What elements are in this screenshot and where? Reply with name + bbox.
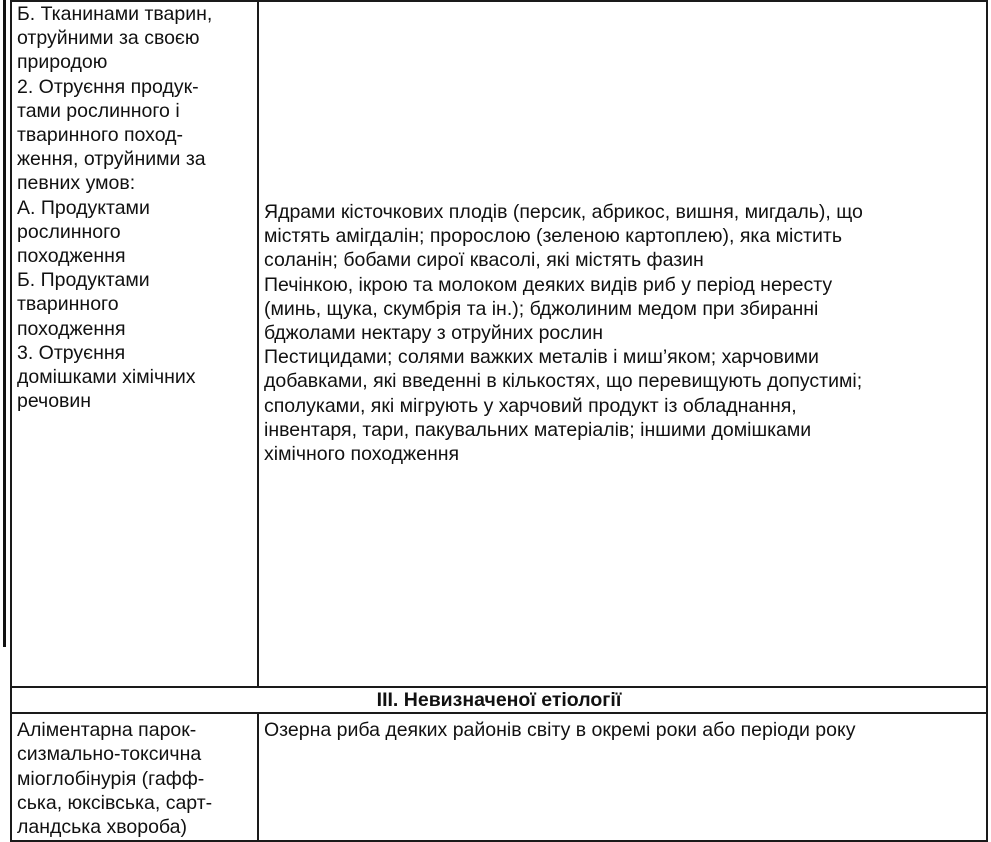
source-line: бджолами нектару з отруйних рослин xyxy=(264,322,604,345)
cause-line: сизмально-токсична xyxy=(17,743,202,766)
poisoning-classification-table xyxy=(10,0,988,842)
cause-line: Б. Продуктами xyxy=(17,269,150,292)
section-heading-row xyxy=(11,687,987,713)
cause-line: природою xyxy=(17,51,108,74)
source-line: добавками, які введенні в кількостях, що перевищують допустимі; xyxy=(264,370,863,393)
source-line: містять амігдалін; пророслою (зеленою картоплею), яка містить xyxy=(264,225,843,248)
cause-line: А. Продуктами xyxy=(17,196,150,219)
section-heading: III. Невизначеної етіології xyxy=(11,687,987,713)
source-line: Ядрами кісточкових плодів (персик, абрикос, вишня, мигдаль), що xyxy=(264,201,863,223)
cause-line: 3. Отруєння xyxy=(17,341,126,364)
source-line: Озерна риба деяких районів світу в окремі роки або періоди року xyxy=(264,719,856,742)
cause-line: певних умов: xyxy=(17,172,136,195)
table-row xyxy=(11,1,987,687)
source-line: Пестицидами; солями важких металів і миш’яком; харчовими xyxy=(264,346,819,369)
source-line: (минь, щука, скумбрія та ін.); бджолиним медом при збиранні xyxy=(264,297,819,320)
cause-line: Аліментарна парок- xyxy=(17,719,197,742)
source-line: хімічного походження xyxy=(264,443,460,466)
cause-cell xyxy=(11,713,258,841)
page-edge-line xyxy=(3,0,6,647)
source-cell xyxy=(258,713,987,841)
table-row xyxy=(11,713,987,841)
cause-line: речовин xyxy=(17,390,92,413)
cause-line: тами рослинного і xyxy=(17,99,180,122)
source-line: інвентаря, тари, пакувальних матеріалів; іншими домішками xyxy=(264,418,812,441)
cause-line: 2. Отруєння продук- xyxy=(17,75,199,98)
cause-line: Б. Тканинами тварин, xyxy=(17,3,213,25)
source-cell xyxy=(258,1,987,687)
source-line: соланін; бобами сирої квасолі, які містять фазин xyxy=(264,249,704,272)
cause-line: ландська хвороба) xyxy=(17,816,187,839)
cause-line: походження xyxy=(17,245,126,268)
cause-line: тваринного поход- xyxy=(17,124,183,147)
cause-line: домішками хімічних xyxy=(17,366,196,389)
cause-line: міоглобінурія (гафф- xyxy=(17,767,205,790)
cause-line: рослинного xyxy=(17,220,121,243)
source-line: Печінкою, ікрою та молоком деяких видів риб у період нересту xyxy=(264,273,833,296)
cause-cell xyxy=(11,1,258,687)
cause-line: походження xyxy=(17,317,126,340)
cause-line: тваринного xyxy=(17,293,119,316)
cause-line: ська, юксівська, сарт- xyxy=(17,791,213,814)
cause-line: ження, отруйними за xyxy=(17,148,206,171)
cause-line: отруйними за своєю xyxy=(17,27,200,50)
source-line: сполуками, які мігрують у харчовий продукт із обладнання, xyxy=(264,394,797,417)
